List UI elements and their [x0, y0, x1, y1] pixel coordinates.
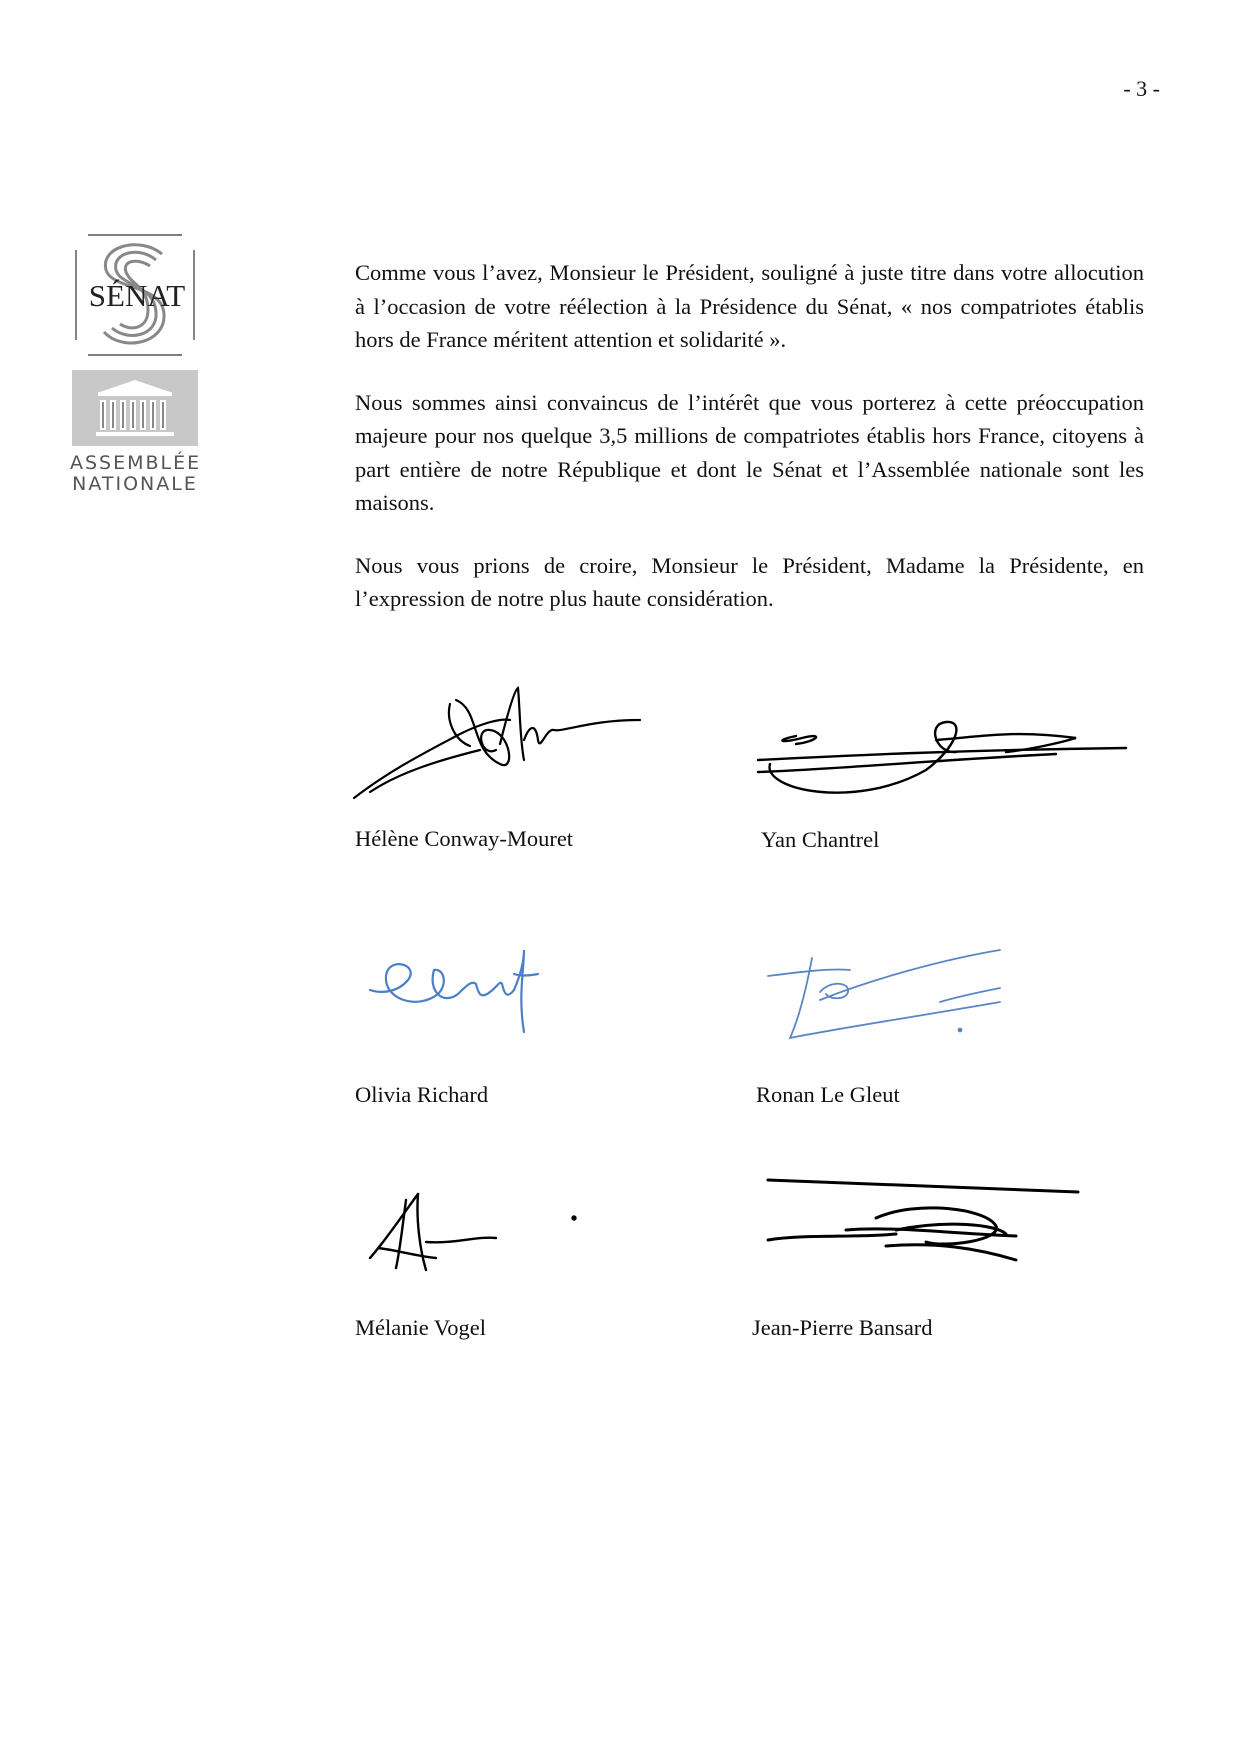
handwritten-signature [366, 1180, 596, 1280]
signatory-name: Yan Chantrel [761, 827, 880, 852]
assemblee-building-icon [70, 370, 200, 448]
signatory-name: Ronan Le Gleut [756, 1082, 900, 1107]
signature-block [355, 1180, 746, 1340]
signature-block [752, 1178, 1146, 1348]
handwritten-signature [756, 700, 1136, 810]
handwritten-signature [766, 1178, 1086, 1278]
senat-wordmark: SÉNAT [88, 278, 186, 313]
institution-logos [70, 232, 200, 495]
signatory-name: Mélanie Vogel [355, 1315, 487, 1340]
signature-block [355, 940, 748, 1110]
signature-block [756, 930, 1140, 1110]
signatory-name: Olivia Richard [355, 1082, 489, 1107]
paragraph: Nous vous prions de croire, Monsieur le Président, Madame la Présidente, en l’expression de notre plus haute considération. [355, 552, 1144, 611]
signatory-name: Jean-Pierre Bansard [752, 1315, 933, 1340]
handwritten-signature [760, 930, 1020, 1050]
signature-block [756, 700, 1136, 860]
senat-logo [70, 232, 200, 358]
assemblee-label-line1: ASSEMBLÉE [70, 452, 202, 474]
page-number: - 3 - [1123, 76, 1160, 101]
letter-body [355, 256, 1144, 645]
assemblee-label-line2: NATIONALE [72, 473, 198, 495]
signatory-name: Hélène Conway-Mouret [355, 826, 574, 851]
handwritten-signature [368, 940, 568, 1040]
paragraph: Nous sommes ainsi convaincus de l’intérêt que vous porterez à cette préoccupation majeure pour nos quelque 3,5 millions de compatriotes établis hors France, citoyens à part entière de notre République et dont le Sénat et l’Assemblée nationale sont les maisons. [355, 389, 1144, 515]
assemblee-nationale-logo [70, 370, 200, 495]
paragraph: Comme vous l’avez, Monsieur le Président, souligné à juste titre dans votre allocution à l’occasion de votre réélection à la Présidence du Sénat, « nos compatriotes établis hors de France méritent attention et solidarité ». [355, 260, 1144, 352]
handwritten-signature [350, 680, 650, 810]
signature-block [350, 680, 730, 860]
